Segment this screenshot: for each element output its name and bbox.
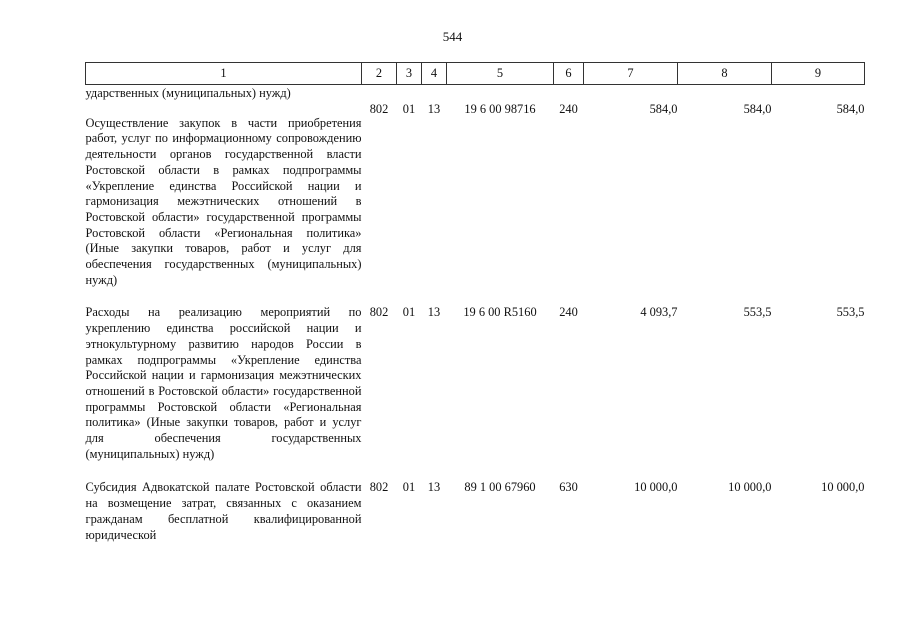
row-description: ударственных (муниципальных) нужд) xyxy=(85,86,291,100)
target-article-code: 19 6 00 98716 xyxy=(464,101,536,116)
column-header-7: 7 xyxy=(584,63,678,85)
column-header-5: 5 xyxy=(447,63,554,85)
amount-col-9 xyxy=(772,85,865,102)
section-code: 01 xyxy=(402,480,416,495)
amount-col-7 xyxy=(584,85,678,102)
ministry-code: 802 xyxy=(369,480,389,495)
column-header-6: 6 xyxy=(554,63,584,85)
amount-col-9: 584,0 xyxy=(836,101,865,116)
subsection-code xyxy=(422,85,447,102)
row-description: Расходы на реализацию мероприятий по укреплению единства российской нации и этнокультурному развитию народов России в рамках подпрограммы «Укрепление единства Российской нации и гармонизация межэтнических отношений в Ростовской области» государственной программы Ростовской области «Региональная политика» (Иные закупки товаров, работ и услуг для обеспечения государственных (муниципальных) нужд) xyxy=(85,305,362,461)
page-number: 544 xyxy=(442,29,463,44)
ministry-code xyxy=(362,85,397,102)
subsection-code: 13 xyxy=(427,480,441,495)
target-article-code: 89 1 00 67960 xyxy=(464,480,536,495)
table-header-row xyxy=(86,63,865,85)
amount-col-8: 584,0 xyxy=(743,101,772,116)
subsection-code: 13 xyxy=(427,305,441,320)
column-header-1: 1 xyxy=(86,63,362,85)
row-description: Субсидия Адвокатской палате Ростовской области на возмещение затрат, связанных с оказанием гражданам бесплатной квалифицированной юридической xyxy=(85,480,362,542)
row-description: Осуществление закупок в части приобретения работ, услуг по информационному сопровождению деятельности органов государственной власти Ростовской области в рамках подпрограммы «Укрепление единства Российской нации и гармонизация межэтнических отношений в Ростовской области» государственной программы Ростовской области «Региональная политика» (Иные закупки товаров, работ и услуг для обеспечения государственных (муниципальных) нужд) xyxy=(85,115,362,287)
expense-type-code xyxy=(554,85,584,102)
column-header-8: 8 xyxy=(678,63,772,85)
amount-col-7: 4 093,7 xyxy=(640,305,678,320)
amount-col-9: 10 000,0 xyxy=(821,480,865,495)
expense-type-code: 240 xyxy=(559,305,578,320)
amount-col-8 xyxy=(678,85,772,102)
expense-type-code: 240 xyxy=(559,101,578,116)
column-header-2: 2 xyxy=(362,63,397,85)
column-header-3: 3 xyxy=(397,63,422,85)
target-article-code: 19 6 00 R5160 xyxy=(463,305,537,320)
table-row xyxy=(86,288,865,462)
section-code xyxy=(397,85,422,102)
table-row xyxy=(86,85,865,102)
amount-col-7: 10 000,0 xyxy=(634,480,678,495)
column-header-9: 9 xyxy=(772,63,865,85)
amount-col-7: 584,0 xyxy=(649,101,678,116)
ministry-code: 802 xyxy=(369,305,389,320)
expense-type-code: 630 xyxy=(559,480,578,495)
budget-table xyxy=(85,62,865,543)
amount-col-8: 10 000,0 xyxy=(728,480,772,495)
amount-col-8: 553,5 xyxy=(743,305,772,320)
column-header-4: 4 xyxy=(422,63,447,85)
amount-col-9: 553,5 xyxy=(836,305,865,320)
section-code: 01 xyxy=(402,305,416,320)
table-row xyxy=(86,102,865,289)
target-article-code xyxy=(447,85,554,102)
ministry-code: 802 xyxy=(369,101,389,116)
table-row xyxy=(86,462,865,543)
subsection-code: 13 xyxy=(427,101,441,116)
section-code: 01 xyxy=(402,101,416,116)
